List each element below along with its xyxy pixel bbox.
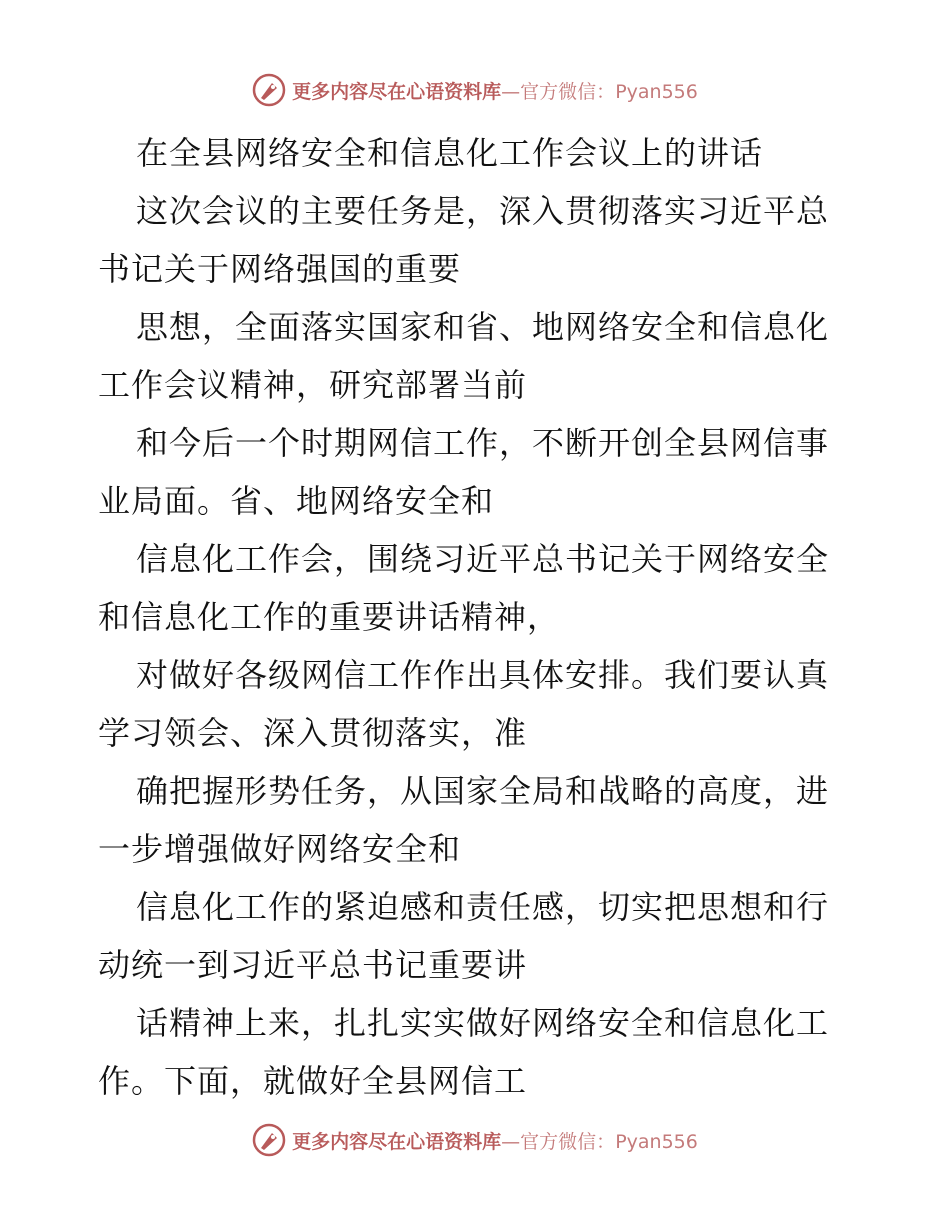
- document-title: 在全县网络安全和信息化工作会议上的讲话: [136, 134, 764, 172]
- paragraph-line: 业局面。省、地网络安全和: [98, 482, 495, 520]
- paragraph-line: 学习领会、深入贯彻落实，准: [98, 714, 528, 752]
- paragraph-line: 工作会议精神，研究部署当前: [98, 366, 528, 404]
- pen-nib-logo-icon: [252, 73, 286, 107]
- paragraph-line: 和信息化工作的重要讲话精神，: [98, 598, 561, 636]
- paragraph-line: 信息化工作会，围绕习近平总书记关于网络安全: [136, 540, 830, 578]
- banner-text: [292, 77, 698, 104]
- paragraph-line: 话精神上来，扎扎实实做好网络安全和信息化工: [136, 1004, 830, 1042]
- banner-wechat-id: Pyan556: [615, 1130, 698, 1153]
- banner-separator-text: —官方微信：: [501, 80, 616, 103]
- paragraph-line: 一步增强做好网络安全和: [98, 830, 462, 868]
- banner-wechat-id: Pyan556: [615, 80, 698, 103]
- paragraph-line: 作。下面，就做好全县网信工: [98, 1062, 528, 1100]
- footer-banner: [0, 1120, 950, 1160]
- pen-nib-logo-icon: [252, 1123, 286, 1157]
- paragraph-line: 思想，全面落实国家和省、地网络安全和信息化: [136, 308, 830, 346]
- header-banner: [0, 70, 950, 110]
- banner-text: [292, 1127, 698, 1154]
- paragraph-line: 书记关于网络强国的重要: [98, 250, 462, 288]
- paragraph-line: 这次会议的主要任务是，深入贯彻落实习近平总: [136, 192, 830, 230]
- paragraph-line: 确把握形势任务，从国家全局和战略的高度，进: [136, 772, 830, 810]
- document-body: [98, 124, 858, 1110]
- banner-main-text: 更多内容尽在心语资料库: [292, 1130, 502, 1153]
- paragraph-line: 对做好各级网信工作作出具体安排。我们要认真: [136, 656, 830, 694]
- paragraph-line: 和今后一个时期网信工作，不断开创全县网信事: [136, 424, 830, 462]
- banner-main-text: 更多内容尽在心语资料库: [292, 80, 502, 103]
- banner-separator-text: —官方微信：: [501, 1130, 616, 1153]
- paragraph-line: 动统一到习近平总书记重要讲: [98, 946, 528, 984]
- paragraph-line: 信息化工作的紧迫感和责任感，切实把思想和行: [136, 888, 830, 926]
